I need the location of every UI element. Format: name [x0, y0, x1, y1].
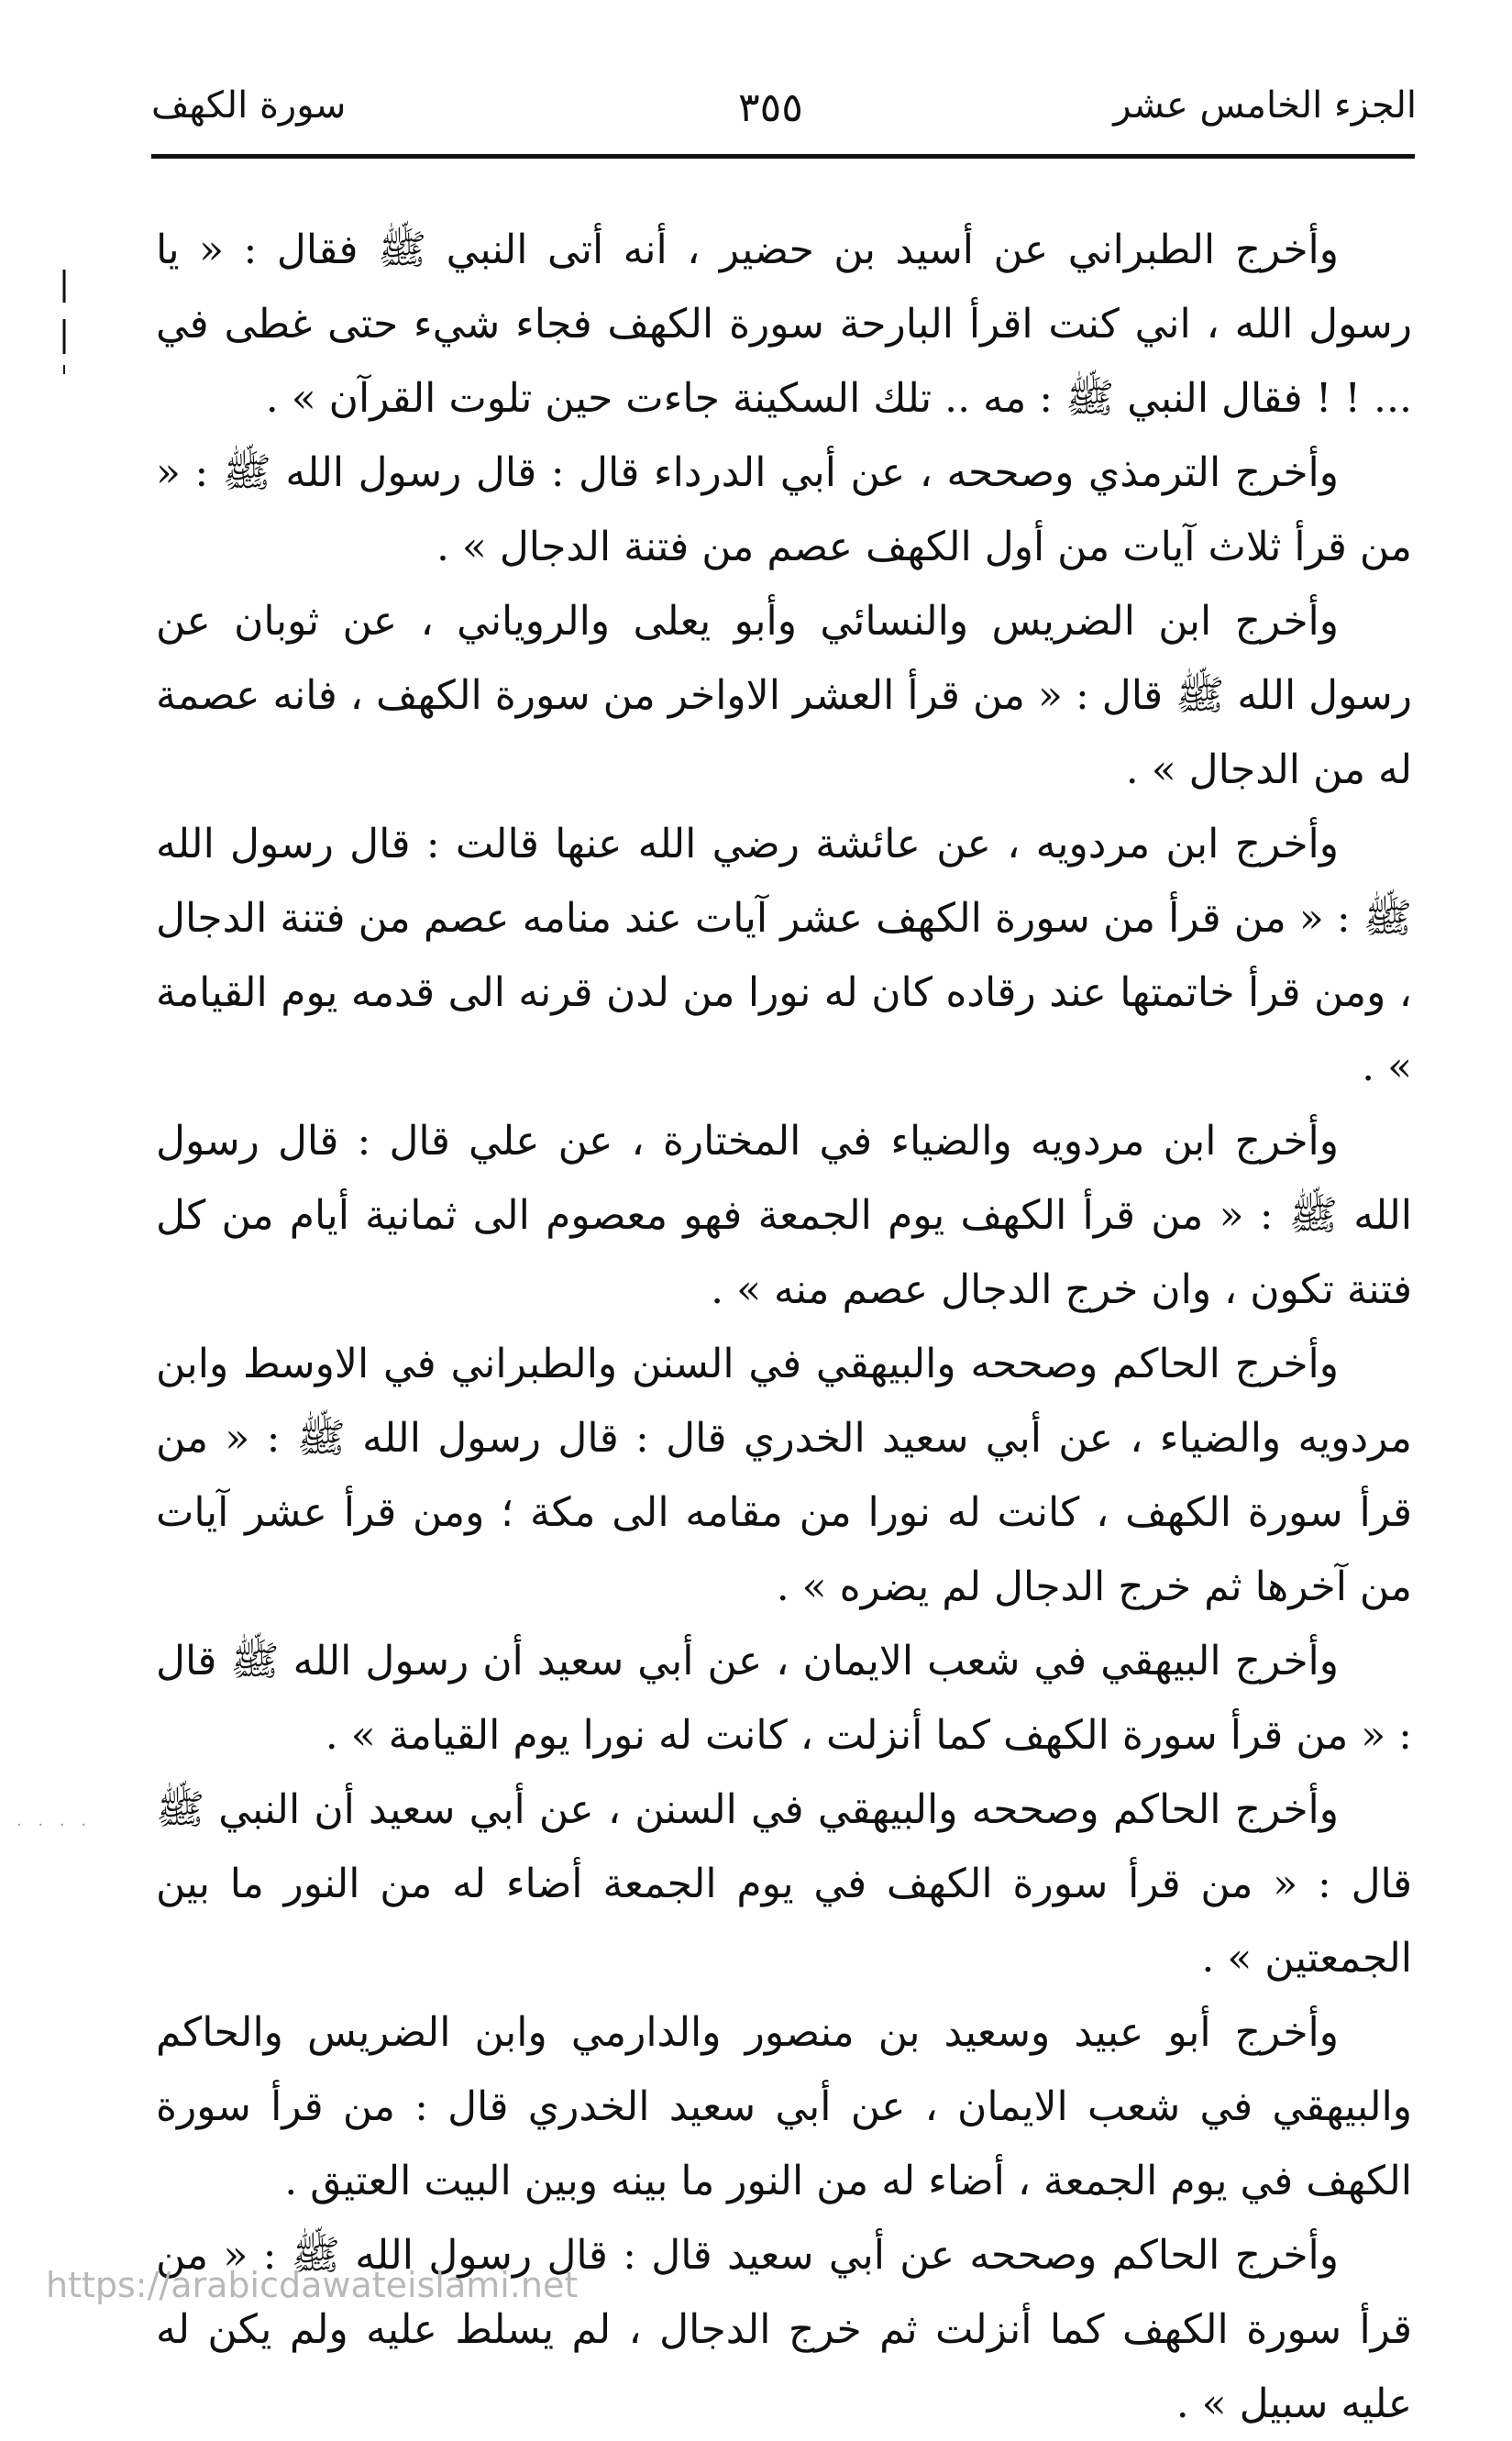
main-text [156, 213, 1412, 2441]
margin-mark-icon [53, 266, 75, 385]
hadith-paragraph: وأخرج الحاكم وصححه والبيهقي في السنن والطبراني في الاوسط وابن مردويه والضياء ، عن أبي سعيد الخدري قال : قال رسول الله ﷺ : « من قرأ سورة الكهف ، كانت له نورا من مقامه الى مكة ؛ ومن قرأ عشر آيات من آخرها ثم خرج الدجال لم يضره » . [156, 1341, 1412, 1610]
hadith-paragraph: وأخرج الطبراني عن أسيد بن حضير ، أنه أتى النبي ﷺ فقال : « يا رسول الله ، اني كنت اقرأ البارحة سورة الكهف فجاء شيء حتى غطى في ... ! ! فقال النبي ﷺ : مه .. تلك السكينة جاءت حين تلوت القرآن » . [156, 226, 1412, 422]
hadith-paragraph: وأخرج ابن مردويه والضياء في المختارة ، عن علي قال : قال رسول الله ﷺ : « من قرأ الكهف يوم الجمعة فهو معصوم الى ثمانية أيام من كل فتنة تكون ، وان خرج الدجال عصم منه » . [156, 1118, 1412, 1313]
page-number: ٣٥٥ [738, 84, 803, 131]
running-header [151, 84, 1417, 139]
watermark-url: https://arabicdawateislami.net [46, 2265, 579, 2305]
hadith-paragraph: وأخرج الحاكم وصححه عن أبي سعيد قال : قال رسول الله ﷺ : « من قرأ سورة الكهف كما أنزلت ثم خرج الدجال ، لم يسلط عليه ولم يكن له عليه سبيل » . [156, 2232, 1412, 2427]
part-label: الجزء الخامس عشر [1113, 84, 1417, 127]
hadith-paragraph: وأخرج ابن مردويه ، عن عائشة رضي الله عنها قالت : قال رسول الله ﷺ : « من قرأ من سورة الكهف عشر آيات عند منامه عصم من فتنة الدجال ، ومن قرأ خاتمتها عند رقاده كان له نورا من لدن قرنه الى قدمه يوم القيامة » . [156, 821, 1412, 1090]
hadith-paragraph: وأخرج الترمذي وصححه ، عن أبي الدرداء قال : قال رسول الله ﷺ : « من قرأ ثلاث آيات من أول الكهف عصم من فتنة الدجال » . [156, 449, 1412, 570]
hadith-paragraph: وأخرج الحاكم وصححه والبيهقي في السنن ، عن أبي سعيد أن النبي ﷺ قال : « من قرأ سورة الكهف في يوم الجمعة أضاء له من النور ما بين الجمعتين » . [156, 1786, 1412, 1982]
hadith-paragraph: وأخرج ابن الضريس والنسائي وأبو يعلى والروياني ، عن ثوبان عن رسول الله ﷺ قال : « من قرأ العشر الاواخر من سورة الكهف ، فانه عصمة له من الدجال » . [156, 598, 1412, 793]
header-rule [151, 154, 1415, 159]
surah-label: سورة الكهف [151, 84, 347, 127]
hadith-paragraph: وأخرج أبو عبيد وسعيد بن منصور والدارمي وابن الضريس والحاكم والبيهقي في شعب الايمان ، عن أبي سعيد الخدري قال : من قرأ سورة الكهف في يوم الجمعة ، أضاء له من النور ما بينه وبين البيت العتيق . [156, 2009, 1412, 2204]
hadith-paragraph: وأخرج البيهقي في شعب الايمان ، عن أبي سعيد أن رسول الله ﷺ قال : « من قرأ سورة الكهف كما أنزلت ، كانت له نورا يوم القيامة » . [156, 1638, 1412, 1759]
scan-dots: · · · · [17, 1816, 93, 1835]
